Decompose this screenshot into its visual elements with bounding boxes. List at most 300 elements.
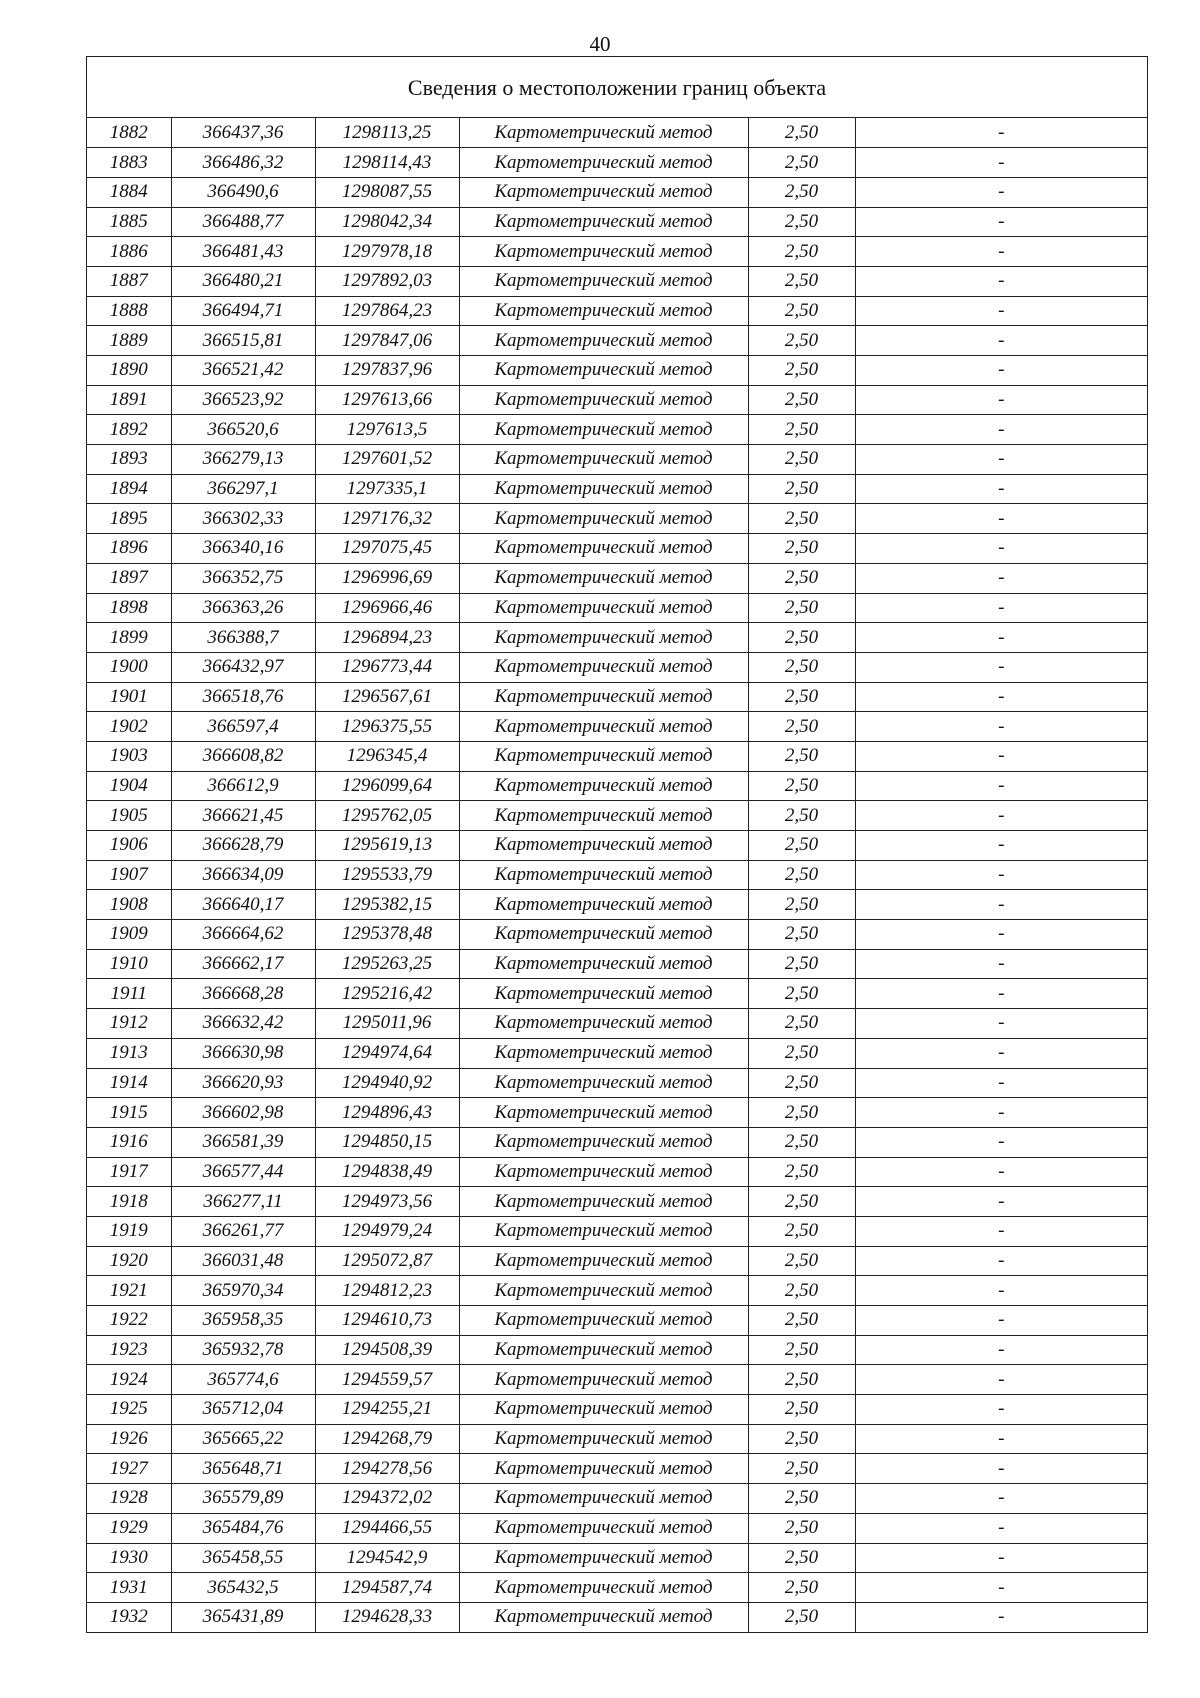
x-coordinate-cell: 365970,34 (171, 1276, 315, 1306)
method-cell: Картометрический метод (459, 949, 748, 979)
accuracy-cell: 2,50 (748, 1009, 855, 1039)
description-cell: - (855, 682, 1147, 712)
x-coordinate-cell: 366668,28 (171, 979, 315, 1009)
table-row (87, 356, 1147, 386)
x-coordinate-cell: 366523,92 (171, 385, 315, 415)
point-number-cell: 1925 (87, 1395, 171, 1425)
point-number-cell: 1923 (87, 1335, 171, 1365)
point-number-cell: 1929 (87, 1513, 171, 1543)
description-cell: - (855, 801, 1147, 831)
method-cell: Картометрический метод (459, 385, 748, 415)
point-number-cell: 1907 (87, 860, 171, 890)
y-coordinate-cell: 1294850,15 (315, 1127, 459, 1157)
description-cell: - (855, 445, 1147, 475)
table-row (87, 593, 1147, 623)
x-coordinate-cell: 365712,04 (171, 1395, 315, 1425)
x-coordinate-cell: 365648,71 (171, 1454, 315, 1484)
description-cell: - (855, 652, 1147, 682)
method-cell: Картометрический метод (459, 1098, 748, 1128)
description-cell: - (855, 771, 1147, 801)
accuracy-cell: 2,50 (748, 979, 855, 1009)
x-coordinate-cell: 366352,75 (171, 563, 315, 593)
point-number-cell: 1931 (87, 1573, 171, 1603)
point-number-cell: 1892 (87, 415, 171, 445)
accuracy-cell: 2,50 (748, 1602, 855, 1632)
y-coordinate-cell: 1295263,25 (315, 949, 459, 979)
x-coordinate-cell: 366630,98 (171, 1038, 315, 1068)
description-cell: - (855, 177, 1147, 207)
table-row (87, 831, 1147, 861)
accuracy-cell: 2,50 (748, 1365, 855, 1395)
x-coordinate-cell: 366480,21 (171, 266, 315, 296)
y-coordinate-cell: 1295762,05 (315, 801, 459, 831)
accuracy-cell: 2,50 (748, 949, 855, 979)
method-cell: Картометрический метод (459, 1365, 748, 1395)
description-cell: - (855, 1424, 1147, 1454)
point-number-cell: 1894 (87, 474, 171, 504)
point-number-cell: 1885 (87, 207, 171, 237)
x-coordinate-cell: 366437,36 (171, 118, 315, 148)
accuracy-cell: 2,50 (748, 771, 855, 801)
x-coordinate-cell: 365958,35 (171, 1306, 315, 1336)
method-cell: Картометрический метод (459, 1513, 748, 1543)
accuracy-cell: 2,50 (748, 593, 855, 623)
x-coordinate-cell: 366297,1 (171, 474, 315, 504)
accuracy-cell: 2,50 (748, 1187, 855, 1217)
x-coordinate-cell: 366621,45 (171, 801, 315, 831)
description-cell: - (855, 415, 1147, 445)
method-cell: Картометрический метод (459, 534, 748, 564)
x-coordinate-cell: 366577,44 (171, 1157, 315, 1187)
point-number-cell: 1900 (87, 652, 171, 682)
point-number-cell: 1902 (87, 712, 171, 742)
description-cell: - (855, 593, 1147, 623)
method-cell: Картометрический метод (459, 1009, 748, 1039)
description-cell: - (855, 1068, 1147, 1098)
description-cell: - (855, 266, 1147, 296)
table-row (87, 118, 1147, 148)
y-coordinate-cell: 1297613,5 (315, 415, 459, 445)
accuracy-cell: 2,50 (748, 741, 855, 771)
accuracy-cell: 2,50 (748, 474, 855, 504)
method-cell: Картометрический метод (459, 445, 748, 475)
method-cell: Картометрический метод (459, 1573, 748, 1603)
accuracy-cell: 2,50 (748, 177, 855, 207)
description-cell: - (855, 563, 1147, 593)
x-coordinate-cell: 366388,7 (171, 623, 315, 653)
x-coordinate-cell: 366634,09 (171, 860, 315, 890)
x-coordinate-cell: 366277,11 (171, 1187, 315, 1217)
description-cell: - (855, 623, 1147, 653)
y-coordinate-cell: 1294508,39 (315, 1335, 459, 1365)
point-number-cell: 1901 (87, 682, 171, 712)
table-row (87, 979, 1147, 1009)
description-cell: - (855, 1395, 1147, 1425)
description-cell: - (855, 1276, 1147, 1306)
y-coordinate-cell: 1294372,02 (315, 1484, 459, 1514)
x-coordinate-cell: 366486,32 (171, 148, 315, 178)
y-coordinate-cell: 1294838,49 (315, 1157, 459, 1187)
method-cell: Картометрический метод (459, 831, 748, 861)
table-row (87, 534, 1147, 564)
accuracy-cell: 2,50 (748, 682, 855, 712)
method-cell: Картометрический метод (459, 1216, 748, 1246)
coordinates-table-body (87, 118, 1147, 1632)
y-coordinate-cell: 1296099,64 (315, 771, 459, 801)
method-cell: Картометрический метод (459, 1484, 748, 1514)
table-row (87, 920, 1147, 950)
point-number-cell: 1884 (87, 177, 171, 207)
description-cell: - (855, 712, 1147, 742)
point-number-cell: 1893 (87, 445, 171, 475)
method-cell: Картометрический метод (459, 1276, 748, 1306)
point-number-cell: 1927 (87, 1454, 171, 1484)
description-cell: - (855, 1009, 1147, 1039)
table-row (87, 445, 1147, 475)
y-coordinate-cell: 1296894,23 (315, 623, 459, 653)
table-row (87, 1216, 1147, 1246)
description-cell: - (855, 534, 1147, 564)
accuracy-cell: 2,50 (748, 1543, 855, 1573)
point-number-cell: 1926 (87, 1424, 171, 1454)
description-cell: - (855, 1454, 1147, 1484)
x-coordinate-cell: 365432,5 (171, 1573, 315, 1603)
table-row (87, 1068, 1147, 1098)
accuracy-cell: 2,50 (748, 118, 855, 148)
x-coordinate-cell: 366664,62 (171, 920, 315, 950)
table-row (87, 682, 1147, 712)
y-coordinate-cell: 1294974,64 (315, 1038, 459, 1068)
point-number-cell: 1924 (87, 1365, 171, 1395)
method-cell: Картометрический метод (459, 148, 748, 178)
table-row (87, 1602, 1147, 1632)
y-coordinate-cell: 1294896,43 (315, 1098, 459, 1128)
method-cell: Картометрический метод (459, 1038, 748, 1068)
accuracy-cell: 2,50 (748, 1246, 855, 1276)
accuracy-cell: 2,50 (748, 504, 855, 534)
description-cell: - (855, 1098, 1147, 1128)
description-cell: - (855, 207, 1147, 237)
method-cell: Картометрический метод (459, 177, 748, 207)
accuracy-cell: 2,50 (748, 1424, 855, 1454)
y-coordinate-cell: 1294278,56 (315, 1454, 459, 1484)
point-number-cell: 1905 (87, 801, 171, 831)
table-row (87, 1127, 1147, 1157)
x-coordinate-cell: 366432,97 (171, 652, 315, 682)
method-cell: Картометрический метод (459, 1454, 748, 1484)
point-number-cell: 1903 (87, 741, 171, 771)
point-number-cell: 1911 (87, 979, 171, 1009)
method-cell: Картометрический метод (459, 623, 748, 653)
method-cell: Картометрический метод (459, 1335, 748, 1365)
point-number-cell: 1896 (87, 534, 171, 564)
table-row (87, 207, 1147, 237)
y-coordinate-cell: 1294973,56 (315, 1187, 459, 1217)
accuracy-cell: 2,50 (748, 1276, 855, 1306)
table-row (87, 801, 1147, 831)
point-number-cell: 1882 (87, 118, 171, 148)
description-cell: - (855, 237, 1147, 267)
x-coordinate-cell: 366602,98 (171, 1098, 315, 1128)
y-coordinate-cell: 1294255,21 (315, 1395, 459, 1425)
x-coordinate-cell: 366279,13 (171, 445, 315, 475)
method-cell: Картометрический метод (459, 1395, 748, 1425)
y-coordinate-cell: 1297847,06 (315, 326, 459, 356)
table-row (87, 1098, 1147, 1128)
table-row (87, 1513, 1147, 1543)
point-number-cell: 1904 (87, 771, 171, 801)
table-row (87, 504, 1147, 534)
table-row (87, 326, 1147, 356)
description-cell: - (855, 860, 1147, 890)
method-cell: Картометрический метод (459, 741, 748, 771)
method-cell: Картометрический метод (459, 979, 748, 1009)
table-row (87, 1335, 1147, 1365)
accuracy-cell: 2,50 (748, 1395, 855, 1425)
point-number-cell: 1922 (87, 1306, 171, 1336)
description-cell: - (855, 504, 1147, 534)
method-cell: Картометрический метод (459, 1068, 748, 1098)
x-coordinate-cell: 366494,71 (171, 296, 315, 326)
y-coordinate-cell: 1297892,03 (315, 266, 459, 296)
x-coordinate-cell: 366481,43 (171, 237, 315, 267)
method-cell: Картометрический метод (459, 1306, 748, 1336)
table-row (87, 1246, 1147, 1276)
point-number-cell: 1889 (87, 326, 171, 356)
description-cell: - (855, 741, 1147, 771)
description-cell: - (855, 890, 1147, 920)
method-cell: Картометрический метод (459, 415, 748, 445)
x-coordinate-cell: 365774,6 (171, 1365, 315, 1395)
y-coordinate-cell: 1296375,55 (315, 712, 459, 742)
description-cell: - (855, 1573, 1147, 1603)
method-cell: Картометрический метод (459, 563, 748, 593)
x-coordinate-cell: 366620,93 (171, 1068, 315, 1098)
accuracy-cell: 2,50 (748, 207, 855, 237)
y-coordinate-cell: 1295533,79 (315, 860, 459, 890)
description-cell: - (855, 1157, 1147, 1187)
accuracy-cell: 2,50 (748, 385, 855, 415)
table-row (87, 1573, 1147, 1603)
table-row (87, 712, 1147, 742)
method-cell: Картометрический метод (459, 326, 748, 356)
y-coordinate-cell: 1297176,32 (315, 504, 459, 534)
method-cell: Картометрический метод (459, 237, 748, 267)
point-number-cell: 1932 (87, 1602, 171, 1632)
table-row (87, 1543, 1147, 1573)
table-row (87, 949, 1147, 979)
accuracy-cell: 2,50 (748, 356, 855, 386)
y-coordinate-cell: 1297837,96 (315, 356, 459, 386)
accuracy-cell: 2,50 (748, 1306, 855, 1336)
x-coordinate-cell: 366488,77 (171, 207, 315, 237)
description-cell: - (855, 1306, 1147, 1336)
point-number-cell: 1930 (87, 1543, 171, 1573)
description-cell: - (855, 1365, 1147, 1395)
accuracy-cell: 2,50 (748, 1157, 855, 1187)
description-cell: - (855, 1246, 1147, 1276)
description-cell: - (855, 1187, 1147, 1217)
point-number-cell: 1886 (87, 237, 171, 267)
description-cell: - (855, 326, 1147, 356)
method-cell: Картометрический метод (459, 712, 748, 742)
y-coordinate-cell: 1296966,46 (315, 593, 459, 623)
y-coordinate-cell: 1295378,48 (315, 920, 459, 950)
description-cell: - (855, 296, 1147, 326)
x-coordinate-cell: 366515,81 (171, 326, 315, 356)
method-cell: Картометрический метод (459, 801, 748, 831)
method-cell: Картометрический метод (459, 593, 748, 623)
accuracy-cell: 2,50 (748, 801, 855, 831)
table-row (87, 1157, 1147, 1187)
y-coordinate-cell: 1297613,66 (315, 385, 459, 415)
y-coordinate-cell: 1298042,34 (315, 207, 459, 237)
method-cell: Картометрический метод (459, 1157, 748, 1187)
accuracy-cell: 2,50 (748, 1068, 855, 1098)
y-coordinate-cell: 1294268,79 (315, 1424, 459, 1454)
table-row (87, 1009, 1147, 1039)
point-number-cell: 1915 (87, 1098, 171, 1128)
accuracy-cell: 2,50 (748, 148, 855, 178)
table-row (87, 1484, 1147, 1514)
y-coordinate-cell: 1294812,23 (315, 1276, 459, 1306)
table-row (87, 890, 1147, 920)
table-title: Сведения о местоположении границ объекта (87, 57, 1147, 118)
accuracy-cell: 2,50 (748, 712, 855, 742)
x-coordinate-cell: 365484,76 (171, 1513, 315, 1543)
description-cell: - (855, 920, 1147, 950)
accuracy-cell: 2,50 (748, 1038, 855, 1068)
method-cell: Картометрический метод (459, 1187, 748, 1217)
x-coordinate-cell: 365932,78 (171, 1335, 315, 1365)
accuracy-cell: 2,50 (748, 534, 855, 564)
method-cell: Картометрический метод (459, 860, 748, 890)
x-coordinate-cell: 366518,76 (171, 682, 315, 712)
point-number-cell: 1910 (87, 949, 171, 979)
description-cell: - (855, 949, 1147, 979)
y-coordinate-cell: 1297864,23 (315, 296, 459, 326)
method-cell: Картометрический метод (459, 652, 748, 682)
y-coordinate-cell: 1298113,25 (315, 118, 459, 148)
description-cell: - (855, 1335, 1147, 1365)
y-coordinate-cell: 1294628,33 (315, 1602, 459, 1632)
y-coordinate-cell: 1297601,52 (315, 445, 459, 475)
y-coordinate-cell: 1295216,42 (315, 979, 459, 1009)
table-row (87, 296, 1147, 326)
point-number-cell: 1908 (87, 890, 171, 920)
accuracy-cell: 2,50 (748, 1484, 855, 1514)
point-number-cell: 1914 (87, 1068, 171, 1098)
description-cell: - (855, 385, 1147, 415)
y-coordinate-cell: 1296567,61 (315, 682, 459, 712)
method-cell: Картометрический метод (459, 296, 748, 326)
point-number-cell: 1891 (87, 385, 171, 415)
description-cell: - (855, 1216, 1147, 1246)
y-coordinate-cell: 1297335,1 (315, 474, 459, 504)
table-row (87, 385, 1147, 415)
x-coordinate-cell: 366363,26 (171, 593, 315, 623)
method-cell: Картометрический метод (459, 1424, 748, 1454)
x-coordinate-cell: 365579,89 (171, 1484, 315, 1514)
point-number-cell: 1917 (87, 1157, 171, 1187)
table-row (87, 771, 1147, 801)
accuracy-cell: 2,50 (748, 1454, 855, 1484)
description-cell: - (855, 979, 1147, 1009)
method-cell: Картометрический метод (459, 504, 748, 534)
table-row (87, 652, 1147, 682)
point-number-cell: 1913 (87, 1038, 171, 1068)
y-coordinate-cell: 1294940,92 (315, 1068, 459, 1098)
x-coordinate-cell: 366608,82 (171, 741, 315, 771)
x-coordinate-cell: 366597,4 (171, 712, 315, 742)
table-row (87, 1365, 1147, 1395)
table-row (87, 148, 1147, 178)
table-row (87, 1038, 1147, 1068)
point-number-cell: 1921 (87, 1276, 171, 1306)
point-number-cell: 1887 (87, 266, 171, 296)
point-number-cell: 1883 (87, 148, 171, 178)
y-coordinate-cell: 1295011,96 (315, 1009, 459, 1039)
table-row (87, 860, 1147, 890)
x-coordinate-cell: 366302,33 (171, 504, 315, 534)
accuracy-cell: 2,50 (748, 1573, 855, 1603)
method-cell: Картометрический метод (459, 356, 748, 386)
y-coordinate-cell: 1294559,57 (315, 1365, 459, 1395)
method-cell: Картометрический метод (459, 1246, 748, 1276)
accuracy-cell: 2,50 (748, 445, 855, 475)
table-row (87, 266, 1147, 296)
method-cell: Картометрический метод (459, 771, 748, 801)
description-cell: - (855, 474, 1147, 504)
y-coordinate-cell: 1294587,74 (315, 1573, 459, 1603)
point-number-cell: 1906 (87, 831, 171, 861)
description-cell: - (855, 1513, 1147, 1543)
point-number-cell: 1899 (87, 623, 171, 653)
x-coordinate-cell: 366340,16 (171, 534, 315, 564)
point-number-cell: 1898 (87, 593, 171, 623)
accuracy-cell: 2,50 (748, 1513, 855, 1543)
y-coordinate-cell: 1298087,55 (315, 177, 459, 207)
x-coordinate-cell: 366490,6 (171, 177, 315, 207)
point-number-cell: 1920 (87, 1246, 171, 1276)
point-number-cell: 1916 (87, 1127, 171, 1157)
accuracy-cell: 2,50 (748, 415, 855, 445)
accuracy-cell: 2,50 (748, 623, 855, 653)
y-coordinate-cell: 1294542,9 (315, 1543, 459, 1573)
table-row (87, 1395, 1147, 1425)
point-number-cell: 1888 (87, 296, 171, 326)
accuracy-cell: 2,50 (748, 1335, 855, 1365)
table-row (87, 177, 1147, 207)
accuracy-cell: 2,50 (748, 326, 855, 356)
table-row (87, 563, 1147, 593)
method-cell: Картометрический метод (459, 118, 748, 148)
x-coordinate-cell: 365665,22 (171, 1424, 315, 1454)
description-cell: - (855, 356, 1147, 386)
y-coordinate-cell: 1294610,73 (315, 1306, 459, 1336)
table-row (87, 1454, 1147, 1484)
accuracy-cell: 2,50 (748, 890, 855, 920)
accuracy-cell: 2,50 (748, 652, 855, 682)
x-coordinate-cell: 366640,17 (171, 890, 315, 920)
table-row (87, 1424, 1147, 1454)
x-coordinate-cell: 366632,42 (171, 1009, 315, 1039)
x-coordinate-cell: 366031,48 (171, 1246, 315, 1276)
description-cell: - (855, 1038, 1147, 1068)
point-number-cell: 1928 (87, 1484, 171, 1514)
y-coordinate-cell: 1297075,45 (315, 534, 459, 564)
y-coordinate-cell: 1297978,18 (315, 237, 459, 267)
